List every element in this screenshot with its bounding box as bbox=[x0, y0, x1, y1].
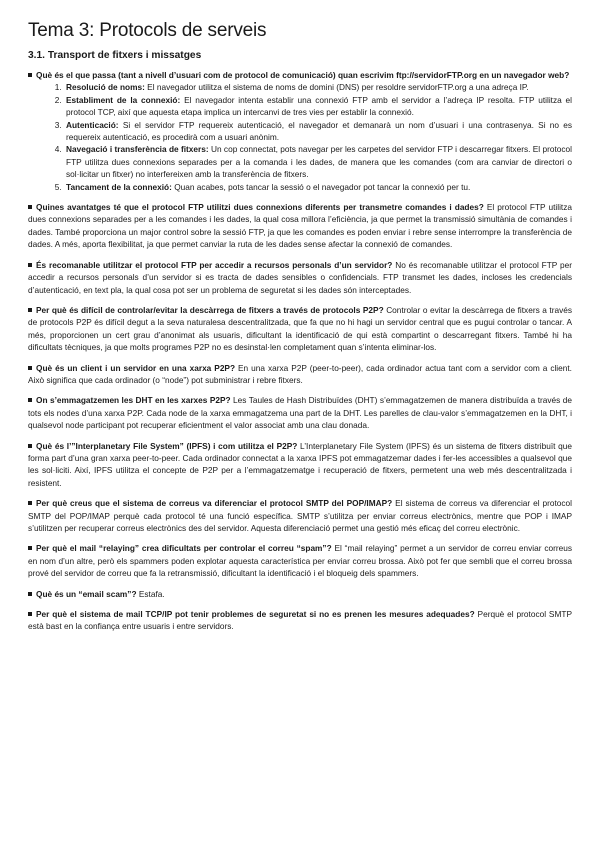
bullet-icon bbox=[28, 546, 32, 550]
qa-paragraph: És recomanable utilitzar el protocol FTP per accedir a recursos personals d’un servidor? No és recomanable utilitzar el protocol FTP per accedir a recursos personals d’un servidor si es tracta de dades sensibles o confidencials. FTP transmet les dades, incloses les credencials d’autenticació, en text pla, la qual cosa pot ser un problema de seguretat si les dades són interceptades. bbox=[28, 259, 572, 295]
bullet-icon bbox=[28, 205, 32, 209]
qa-paragraph: Per què creus que el sistema de correus va diferenciar el protocol SMTP del POP/IMAP? El sistema de correus va diferenciar el protocol SMTP del POP/IMAP perquè cada protocol té una funció específica. SMTP s’utilitza per enviar correus electrònics, mentre que POP i IMAP s’utilitzen per recuperar correus electrònics des del servidor. Aquesta diferenciació permet una gestió més eficaç del correu electrònic. bbox=[28, 498, 573, 533]
bullet-icon bbox=[28, 263, 32, 267]
bullet-icon bbox=[28, 398, 32, 402]
list-item: 2. Establiment de la connexió: El navegador intenta establir una connexió FTP amb el servidor a l’adreça IP resolta. FTP utilitza el protocol TCP, així que aquesta etapa implica un intercanvi de tres vies per establir la connexió. bbox=[64, 94, 572, 119]
qa-paragraph: Per què és difícil de controlar/evitar la descàrrega de fitxers a través de protocols P2P? Controlar o evitar la descàrrega de fitxers a través de protocols P2P és difícil degut a la seva naturalesa descentralitzada, que fa que no hi hagi un servidor central que es pugui controlar o tancar. A més, proporcionen un cert grau d’anonimat als usuaris, dificultant la identificació de qui està compartint o descarregant fitxers. També hi ha dificultats tècniques, ja que molts programes P2P no es desinstal·len completament quan s’intenta eliminar-los. bbox=[28, 304, 573, 353]
bullet-icon bbox=[28, 592, 32, 596]
bullet-icon bbox=[28, 444, 32, 448]
qa-paragraph: On s’emmagatzemen les DHT en les xarxes P2P? Les Taules de Hash Distribuïdes (DHT) s’emmagatzemen de manera distribuïda a través de tots els nodes d’una xarxa P2P. Cada node de la xarxa emmagatzema una part de la DHT. Les parelles de clau-valor s’emmagatzemen en la DHT, i qualsevol node participant pot recuperar eficientment el valor associat amb una clau donada. bbox=[28, 395, 572, 431]
question-1: Què és el que passa (tant a nivell d’usuari com de protocol de comunicació) quan escrivim ftp://servidorFTP.org en un navegador web? bbox=[28, 69, 572, 81]
steps-list bbox=[28, 81, 572, 193]
bullet-icon bbox=[28, 501, 32, 505]
qa-paragraph: Quines avantatges té que el protocol FTP utilitzi dues connexions diferents per transmetre comandes i dades? El protocol FTP utilitza dues connexions separades per a les comandes i les dades, la qual cosa millora l’eficiència, ja que permet la transmissió simultània de comandes i dades. També proporciona un major control sobre la sessió FTP, ja que les comandes es poden enviar i rebre sense interrompre la transferència de dades. A més, aporta flexibilitat, ja que permet canviar la ruta de les dades sense afectar la connexió de comandes. bbox=[28, 202, 572, 250]
page-title: Tema 3: Protocols de serveis bbox=[28, 20, 267, 41]
list-item: 1. Resolució de noms: El navegador utilitza el sistema de noms de domini (DNS) per resoldre servidorFTP.org a una adreça IP. bbox=[64, 81, 572, 93]
qa-paragraph: Què és un client i un servidor en una xarxa P2P? En una xarxa P2P (peer-to-peer), cada ordinador actua tant com a servidor com a client. Això significa que cada ordinador (o “node”) pot subministrar i rebre fitxers. bbox=[28, 362, 572, 385]
bullet-icon bbox=[28, 612, 32, 616]
qa-paragraph: Què és un “email scam”? Estafa. bbox=[28, 588, 572, 600]
qa-paragraph: Per què el mail “relaying” crea dificultats per controlar el correu “spam”? El “mail relaying” permet a un servidor de correu enviar correus en nom d’un altre, però els spammers poden explotar aquesta característica per enviar correu brossa. Això pot fer que sembli que el correu brossa prové del servidor de correu que fa la retransmissió, dificultant la identificació i el bloqueig dels spammers. bbox=[28, 543, 573, 579]
bullet-icon bbox=[28, 366, 32, 370]
list-item: 5. Tancament de la connexió: Quan acabes, pots tancar la sessió o el navegador pot tancar la connexió per tu. bbox=[64, 181, 572, 193]
list-item: 4. Navegació i transferència de fitxers: Un cop connectat, pots navegar per les carpetes del servidor FTP i descarregar fitxers. El protocol FTP utilitza dues connexions separades per a la comanda i les dades, de manera que les comandes (com ara canviar de directori o sol·licitar un fitxer) no interfereixen amb la transferència de fitxers. bbox=[64, 143, 572, 180]
section-heading: 3.1. Transport de fitxers i missatges bbox=[28, 50, 202, 61]
list-item: 3. Autenticació: Si el servidor FTP requereix autenticació, el navegador et demanarà un nom d’usuari i una contrasenya. Si no es requereix autenticació, es procedirà com a usuari anònim. bbox=[64, 119, 572, 144]
bullet-icon bbox=[28, 73, 32, 77]
bullet-icon bbox=[28, 308, 32, 312]
qa-paragraph: Per què el sistema de mail TCP/IP pot tenir problemes de seguretat si no es prenen les mesures adequades? Perquè el protocol SMTP està bast en la confiança entre usuaris i entre servidors. bbox=[28, 609, 572, 632]
qa-paragraph: Què és l’”Interplanetary File System” (IPFS) i com utilitza el P2P? L’Interplanetary File System (IPFS) és un sistema de fitxers distribuït que forma part d’una gran xarxa peer-to-peer. Cada ordinador connectat a la xarxa IPFS pot emmagatzemar dades i fer-les accessibles a qualsevol que les sol·liciti. Així, IPFS utilitza el concepte de P2P per a l’emmagatzematge i recuperació de fitxers, permetent una web més descentralitzada i resistent. bbox=[28, 440, 573, 488]
